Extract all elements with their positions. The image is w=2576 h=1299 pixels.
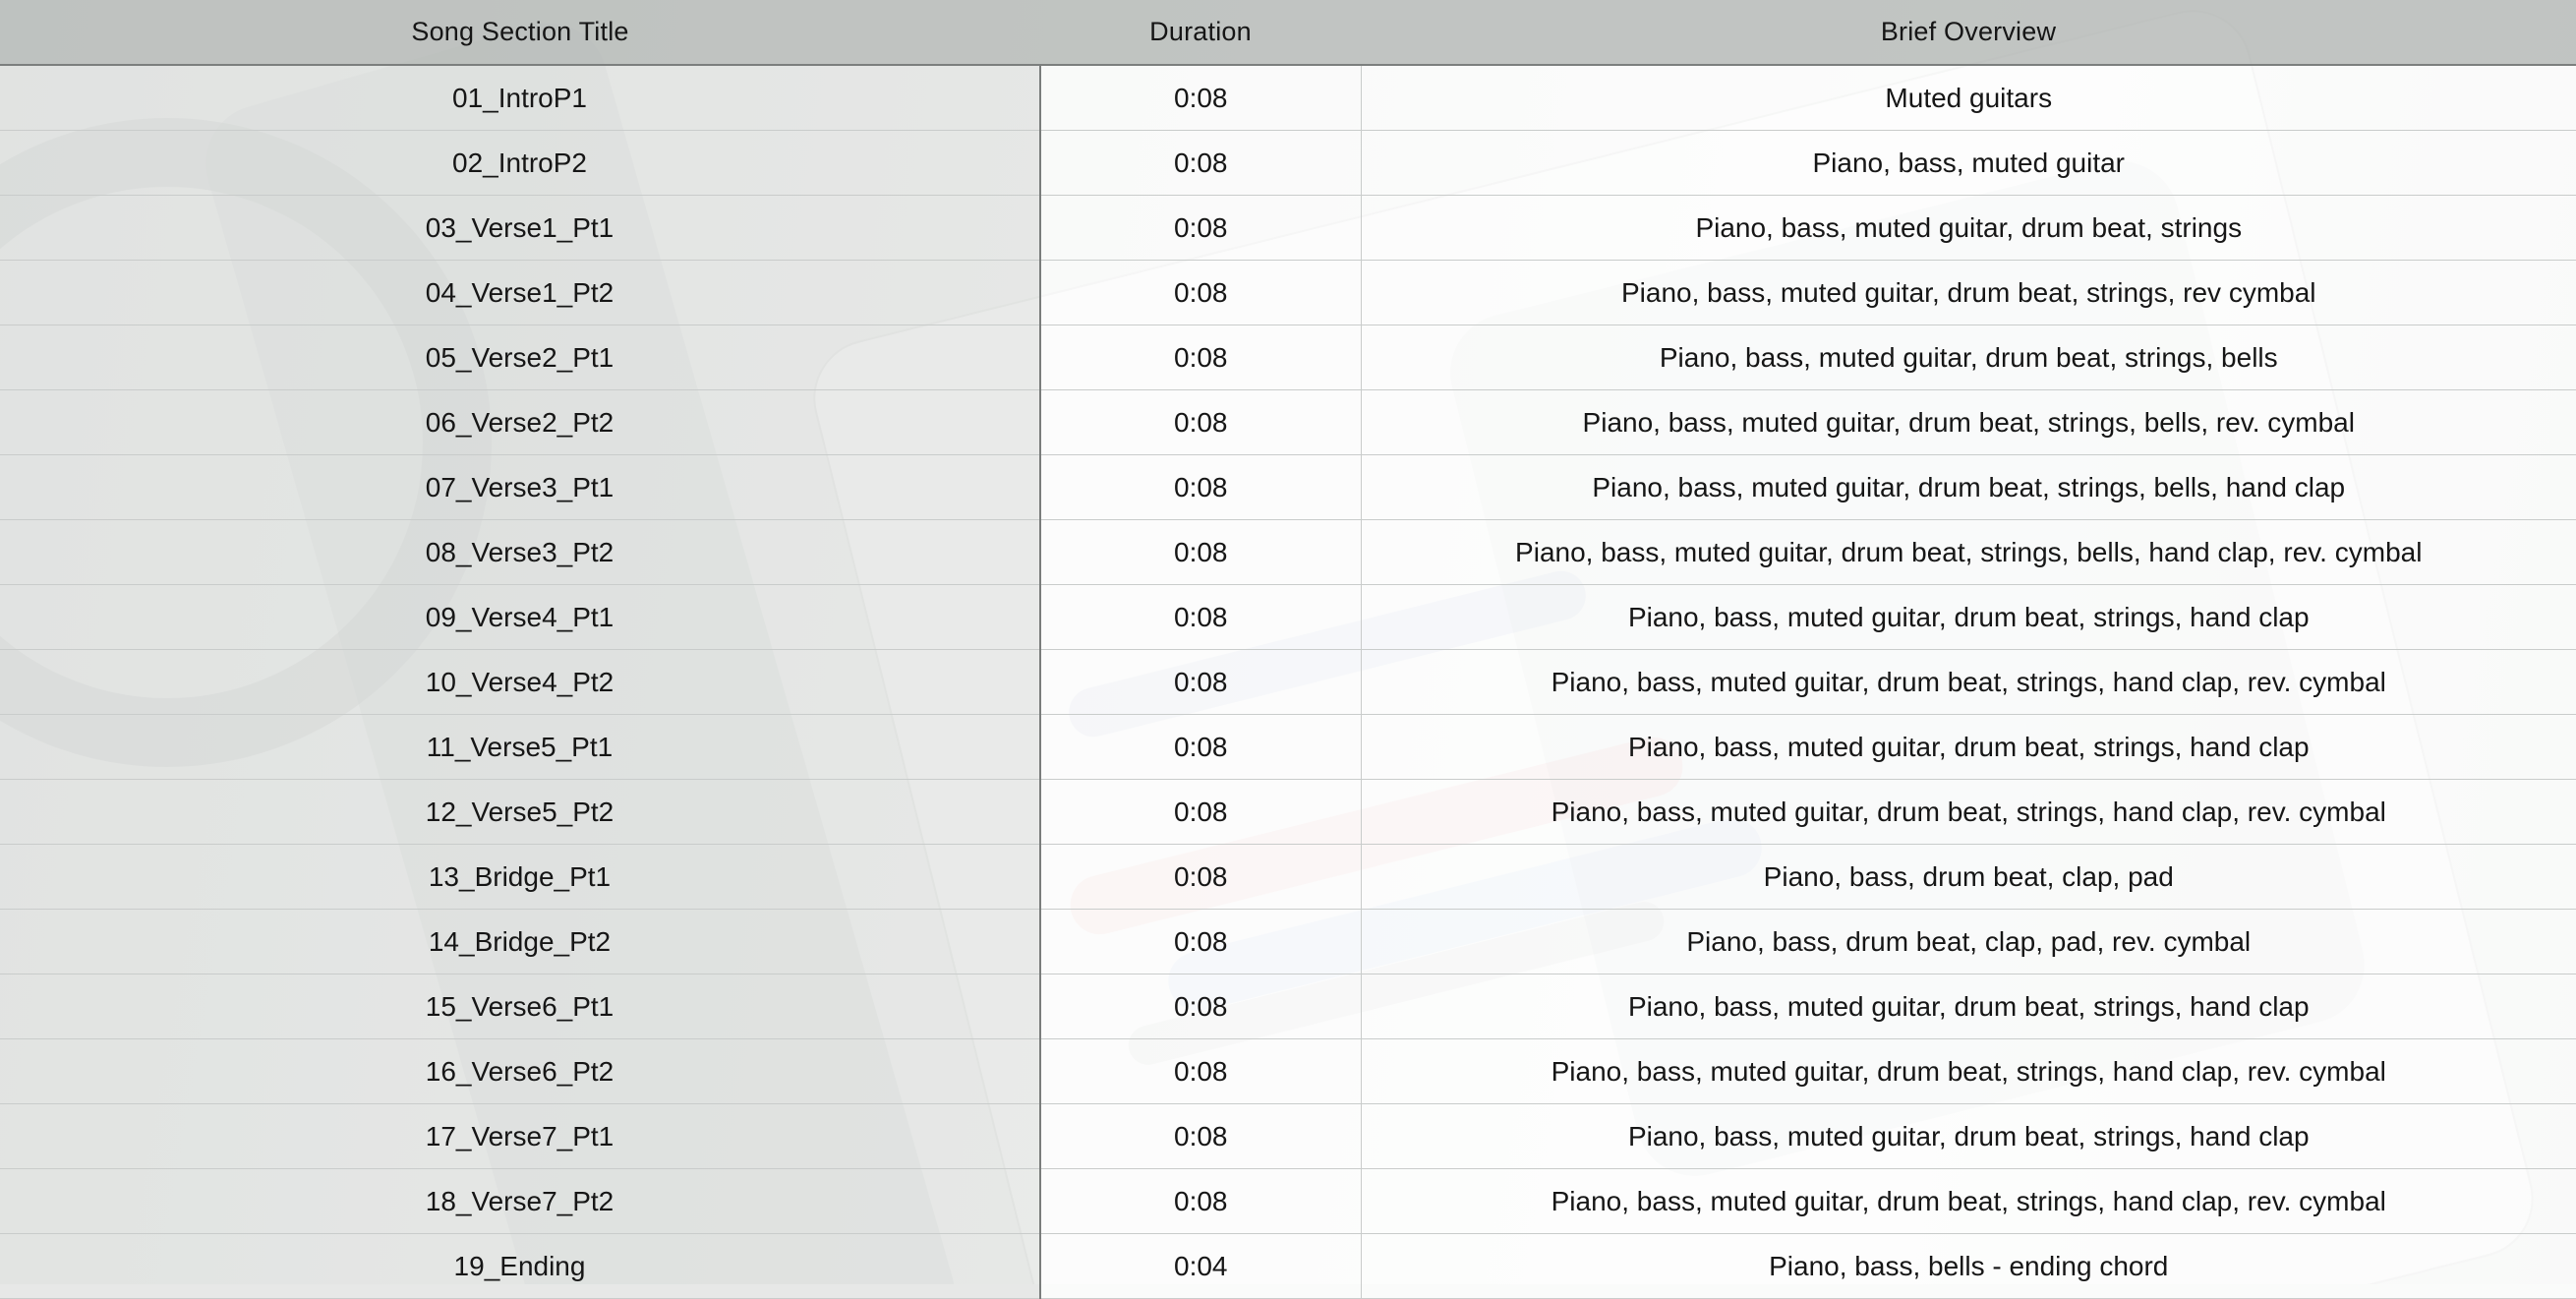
table-row	[0, 196, 2576, 261]
table-row	[0, 650, 2576, 715]
table-row	[0, 1039, 2576, 1104]
section-title-cell: 09_Verse4_Pt1	[0, 585, 1040, 650]
table-row	[0, 780, 2576, 845]
header-duration: Duration	[1040, 0, 1361, 65]
table-row	[0, 1169, 2576, 1234]
table-row	[0, 974, 2576, 1039]
section-title-cell: 04_Verse1_Pt2	[0, 261, 1040, 325]
section-title-cell: 12_Verse5_Pt2	[0, 780, 1040, 845]
section-title-cell: 03_Verse1_Pt1	[0, 196, 1040, 261]
table-row	[0, 131, 2576, 196]
section-title-cell: 18_Verse7_Pt2	[0, 1169, 1040, 1234]
section-title-cell: 11_Verse5_Pt1	[0, 715, 1040, 780]
section-title-cell: 13_Bridge_Pt1	[0, 845, 1040, 910]
header-song-section-title: Song Section Title	[0, 0, 1040, 65]
duration-cell: 0:08	[1040, 520, 1361, 585]
duration-cell: 0:08	[1040, 974, 1361, 1039]
table-row	[0, 1234, 2576, 1299]
section-title-cell: 10_Verse4_Pt2	[0, 650, 1040, 715]
overview-cell: Piano, bass, muted guitar, drum beat, strings, bells, rev. cymbal	[1361, 390, 2576, 455]
overview-cell: Piano, bass, muted guitar, drum beat, strings, rev cymbal	[1361, 261, 2576, 325]
header-brief-overview: Brief Overview	[1361, 0, 2576, 65]
table-row	[0, 1104, 2576, 1169]
duration-cell: 0:08	[1040, 131, 1361, 196]
table-row	[0, 261, 2576, 325]
overview-cell: Piano, bass, muted guitar, drum beat, strings, hand clap, rev. cymbal	[1361, 780, 2576, 845]
table-header-row	[0, 0, 2576, 65]
table-row	[0, 910, 2576, 974]
overview-cell: Piano, bass, bells - ending chord	[1361, 1234, 2576, 1299]
duration-cell: 0:08	[1040, 1039, 1361, 1104]
duration-cell: 0:08	[1040, 1169, 1361, 1234]
overview-cell: Piano, bass, muted guitar, drum beat, strings	[1361, 196, 2576, 261]
overview-cell: Piano, bass, muted guitar, drum beat, strings, hand clap	[1361, 1104, 2576, 1169]
table-row	[0, 325, 2576, 390]
overview-cell: Piano, bass, muted guitar, drum beat, strings, hand clap	[1361, 585, 2576, 650]
overview-cell: Piano, bass, drum beat, clap, pad, rev. cymbal	[1361, 910, 2576, 974]
table-row	[0, 455, 2576, 520]
overview-cell: Piano, bass, drum beat, clap, pad	[1361, 845, 2576, 910]
duration-cell: 0:08	[1040, 910, 1361, 974]
duration-cell: 0:08	[1040, 196, 1361, 261]
table-row	[0, 390, 2576, 455]
duration-cell: 0:04	[1040, 1234, 1361, 1299]
overview-cell: Piano, bass, muted guitar, drum beat, strings, bells	[1361, 325, 2576, 390]
duration-cell: 0:08	[1040, 390, 1361, 455]
table-row	[0, 65, 2576, 131]
section-title-cell: 15_Verse6_Pt1	[0, 974, 1040, 1039]
overview-cell: Piano, bass, muted guitar, drum beat, strings, bells, hand clap, rev. cymbal	[1361, 520, 2576, 585]
overview-cell: Piano, bass, muted guitar	[1361, 131, 2576, 196]
section-title-cell: 08_Verse3_Pt2	[0, 520, 1040, 585]
duration-cell: 0:08	[1040, 780, 1361, 845]
section-title-cell: 19_Ending	[0, 1234, 1040, 1299]
duration-cell: 0:08	[1040, 455, 1361, 520]
duration-cell: 0:08	[1040, 325, 1361, 390]
overview-cell: Piano, bass, muted guitar, drum beat, strings, hand clap, rev. cymbal	[1361, 1169, 2576, 1234]
table-row	[0, 585, 2576, 650]
duration-cell: 0:08	[1040, 650, 1361, 715]
overview-cell: Muted guitars	[1361, 65, 2576, 131]
overview-cell: Piano, bass, muted guitar, drum beat, strings, hand clap, rev. cymbal	[1361, 1039, 2576, 1104]
duration-cell: 0:08	[1040, 261, 1361, 325]
table-row	[0, 845, 2576, 910]
duration-cell: 0:08	[1040, 715, 1361, 780]
table-row	[0, 520, 2576, 585]
section-title-cell: 16_Verse6_Pt2	[0, 1039, 1040, 1104]
duration-cell: 0:08	[1040, 65, 1361, 131]
section-title-cell: 17_Verse7_Pt1	[0, 1104, 1040, 1169]
overview-cell: Piano, bass, muted guitar, drum beat, strings, bells, hand clap	[1361, 455, 2576, 520]
overview-cell: Piano, bass, muted guitar, drum beat, strings, hand clap	[1361, 715, 2576, 780]
section-title-cell: 06_Verse2_Pt2	[0, 390, 1040, 455]
table-row	[0, 715, 2576, 780]
section-title-cell: 07_Verse3_Pt1	[0, 455, 1040, 520]
section-title-cell: 01_IntroP1	[0, 65, 1040, 131]
section-title-cell: 05_Verse2_Pt1	[0, 325, 1040, 390]
duration-cell: 0:08	[1040, 1104, 1361, 1169]
duration-cell: 0:08	[1040, 585, 1361, 650]
duration-cell: 0:08	[1040, 845, 1361, 910]
overview-cell: Piano, bass, muted guitar, drum beat, strings, hand clap, rev. cymbal	[1361, 650, 2576, 715]
overview-cell: Piano, bass, muted guitar, drum beat, strings, hand clap	[1361, 974, 2576, 1039]
section-title-cell: 14_Bridge_Pt2	[0, 910, 1040, 974]
section-title-cell: 02_IntroP2	[0, 131, 1040, 196]
